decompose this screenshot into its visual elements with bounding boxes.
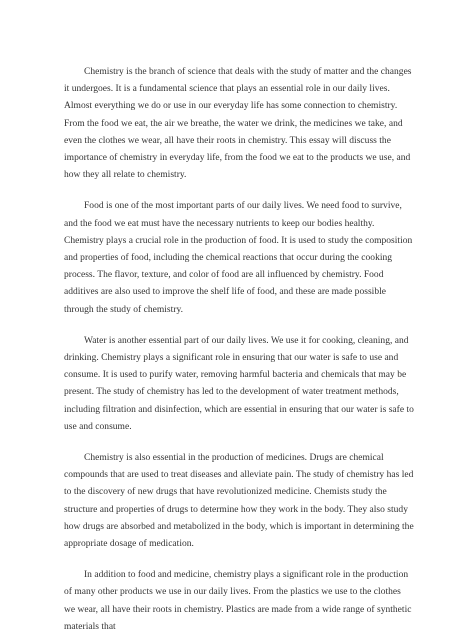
paragraph-products: In addition to food and medicine, chemistry plays a significant role in the production of many other products we use in our daily lives. From the plastics we use to the clothes we wear, all have their roots in chemistry. Plastics are made from a wide range of synthetic materials that: [64, 570, 412, 632]
paragraph-medicine: Chemistry is also essential in the production of medicines. Drugs are chemical compounds that are used to treat diseases and alleviate pain. The study of chemistry has led to the discovery of new drugs that have revolutionized medicine. Chemists study the structure and properties of drugs to determine how they work in the body. They also study how drugs are absorbed and metabolized in the body, which is important in determining the appropriate dosage of medication.: [64, 453, 414, 550]
paragraph-water: Water is another essential part of our daily lives. We use it for cooking, cleaning, and drinking. Chemistry plays a significant role in ensuring that our water is safe to use and consume. It is used to purify water, removing harmful bacteria and chemicals that may be present. The study of chemistry has led to the development of water treatment methods, including filtration and disinfection, which are essential in ensuring that our water is safe to use and consume.: [64, 335, 414, 432]
paragraph-food: Food is one of the most important parts of our daily lives. We need food to survive, and the food we eat must have the necessary nutrients to keep our bodies healthy. Chemistry plays a crucial role in the production of food. It is used to study the composition and properties of food, including the chemical reactions that occur during the cooking process. The flavor, texture, and color of food are all influenced by chemistry. Food additives are also used to improve the shelf life of food, and these are made possible through the study of chemistry.: [64, 201, 413, 315]
paragraph-intro: Chemistry is the branch of science that deals with the study of matter and the changes it undergoes. It is a fundamental science that plays an essential role in our daily lives. Almost everything we do or use in our everyday life has some connection to chemistry. From the food we eat, the air we breathe, the water we drink, the medicines we take, and even the clothes we wear, all have their roots in chemistry. This essay will discuss the importance of chemistry in everyday life, from the food we eat to the products we use, and how they all relate to chemistry.: [64, 67, 412, 181]
